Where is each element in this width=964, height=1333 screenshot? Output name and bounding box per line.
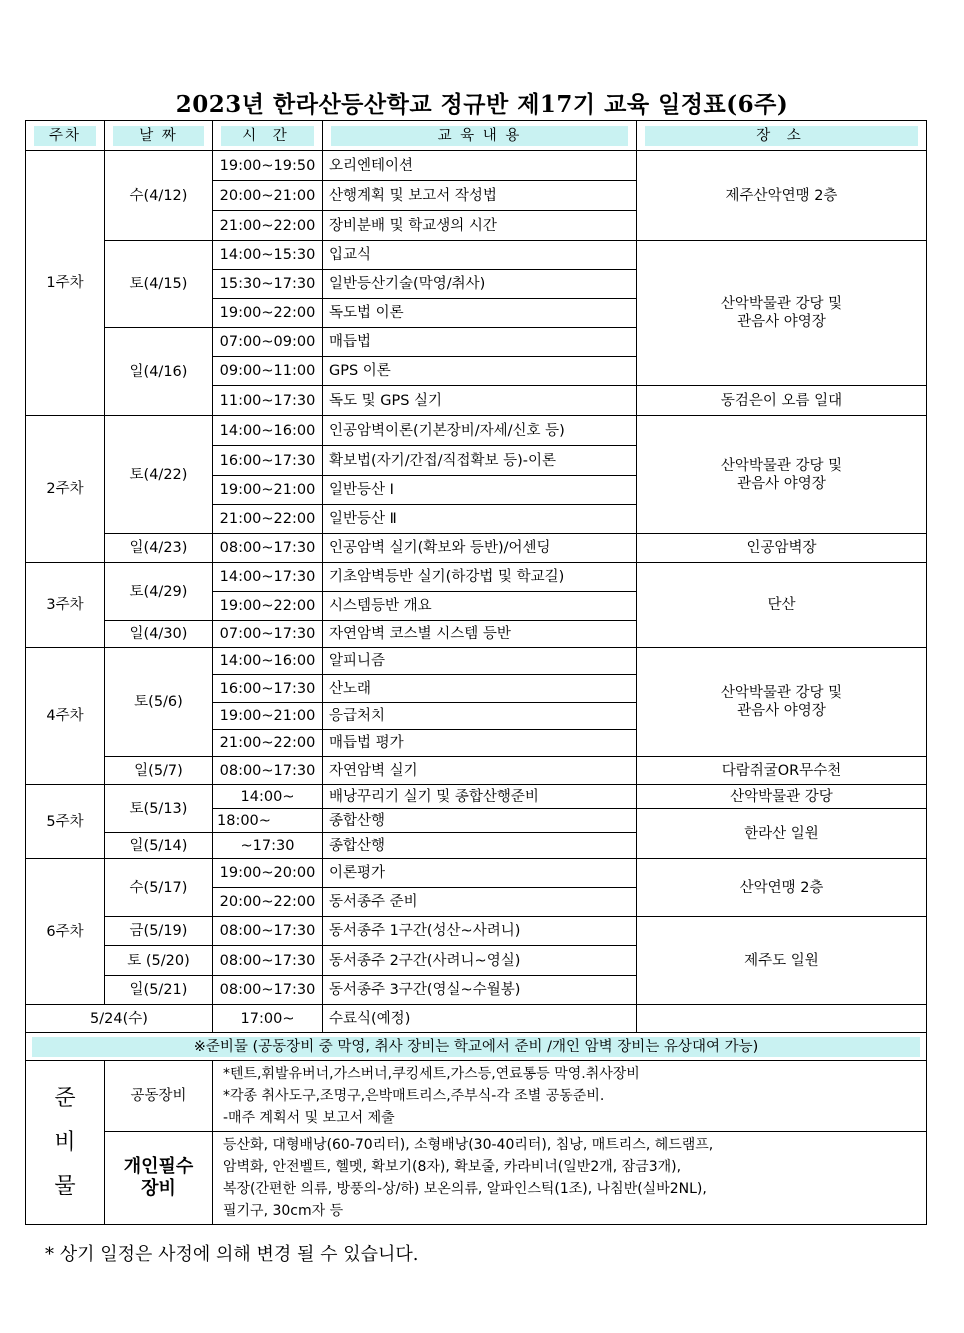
time-cell: 08:00~17:30	[213, 534, 323, 563]
place-cell: 산악박물관 강당 및 관음사 야영장	[637, 648, 927, 757]
content-cell: GPS 이론	[323, 357, 637, 386]
time-cell: 14:00~	[213, 785, 323, 809]
content-cell: 독도 및 GPS 실기	[323, 386, 637, 416]
date-cell: 토(4/22)	[105, 416, 213, 534]
place-cell: 한라산 일원	[637, 809, 927, 859]
place-cell: 산악박물관 강당 및 관음사 야영장	[637, 241, 927, 386]
time-cell: ~17:30	[213, 833, 323, 859]
content-cell: 동서종주 1구간(성산~사려니)	[323, 917, 637, 946]
content-cell: 산노래	[323, 675, 637, 703]
date-cell: 토(5/6)	[105, 648, 213, 757]
header-week: 주차	[26, 121, 105, 151]
content-cell: 산행계획 및 보고서 작성법	[323, 181, 637, 211]
table-row	[26, 859, 927, 888]
content-cell: 배낭꾸리기 실기 및 종합산행준비	[323, 785, 637, 809]
content-cell: 응급처치	[323, 703, 637, 730]
personal-supplies-list: 등산화, 대형배낭(60-70리터), 소형배낭(30-40리터), 침낭, 매트리스, 헤드램프, 암벽화, 안전벨트, 헬멧, 확보기(8자), 확보줄, 카라비너(일반2개, 잠금3개), 복장(간편한 의류, 방풍의-상/하) 보온의류, 알파인스틱(1조), 나침반(실바2NL), 필기구, 30cm자 등	[213, 1132, 927, 1225]
date-cell: 일(5/7)	[105, 757, 213, 785]
week-cell: 6주차	[26, 859, 105, 1005]
time-cell: 16:00~17:30	[213, 675, 323, 703]
content-cell: 동서종주 3구간(영실~수월봉)	[323, 976, 637, 1005]
place-cell: 산악연맹 2층	[637, 859, 927, 917]
footer-notice: * 상기 일정은 사정에 의해 변경 될 수 있습니다.	[45, 1244, 419, 1265]
time-cell: 14:00~16:00	[213, 648, 323, 675]
personal-supplies-row	[26, 1132, 927, 1225]
date-cell: 수(4/12)	[105, 151, 213, 241]
content-cell: 입교식	[323, 241, 637, 270]
date-cell: 5/24(수)	[26, 1005, 213, 1033]
time-cell: 19:00~22:00	[213, 299, 323, 328]
time-cell: 16:00~17:30	[213, 446, 323, 476]
date-cell: 일(4/16)	[105, 328, 213, 416]
time-cell: 18:00~	[213, 809, 323, 833]
week-cell: 5주차	[26, 785, 105, 859]
content-cell: 매듭법 평가	[323, 730, 637, 757]
personal-supplies-label: 개인필수 장비	[105, 1132, 213, 1225]
page-title: 2023년 한라산등산학교 정규반 제17기 교육 일정표(6주)	[175, 91, 789, 118]
date-cell: 토 (5/20)	[105, 946, 213, 976]
content-cell: 확보법(자기/간접/직접확보 등)-이론	[323, 446, 637, 476]
time-cell: 09:00~11:00	[213, 357, 323, 386]
date-cell: 토(4/15)	[105, 241, 213, 328]
place-cell: 산악박물관 강당 및 관음사 야영장	[637, 416, 927, 534]
time-cell: 21:00~22:00	[213, 211, 323, 241]
header-place: 장 소	[637, 121, 927, 151]
place-cell: 다람쥐굴OR무수천	[637, 757, 927, 785]
week-cell: 4주차	[26, 648, 105, 785]
supplies-note-row	[26, 1033, 927, 1061]
time-cell: 08:00~17:30	[213, 946, 323, 976]
time-cell: 11:00~17:30	[213, 386, 323, 416]
time-cell: 07:00~09:00	[213, 328, 323, 357]
time-cell: 08:00~17:30	[213, 917, 323, 946]
content-cell: 동서종주 2구간(사려니~영실)	[323, 946, 637, 976]
place-cell: 산악박물관 강당	[637, 785, 927, 809]
content-cell: 오리엔테이션	[323, 151, 637, 181]
content-cell: 일반등산 Ⅰ	[323, 476, 637, 505]
place-cell	[637, 1005, 927, 1033]
week-cell: 3주차	[26, 563, 105, 648]
content-cell: 일반등산 Ⅱ	[323, 505, 637, 534]
date-cell: 일(5/21)	[105, 976, 213, 1005]
common-supplies-label: 공동장비	[105, 1061, 213, 1132]
content-cell: 동서종주 준비	[323, 888, 637, 917]
time-cell: 08:00~17:30	[213, 757, 323, 785]
date-cell: 토(5/13)	[105, 785, 213, 833]
time-cell: 08:00~17:30	[213, 976, 323, 1005]
table-row	[26, 534, 927, 563]
table-row	[26, 416, 927, 446]
time-cell: 14:00~15:30	[213, 241, 323, 270]
supplies-label: 준 비 물	[26, 1061, 105, 1225]
table-row	[26, 648, 927, 675]
common-supplies-row	[26, 1061, 927, 1132]
time-cell: 21:00~22:00	[213, 505, 323, 534]
header-date: 날 짜	[105, 121, 213, 151]
content-cell: 인공암벽 실기(확보와 등반)/어센딩	[323, 534, 637, 563]
content-cell: 알피니즘	[323, 648, 637, 675]
content-cell: 장비분배 및 학교생의 시간	[323, 211, 637, 241]
table-header	[26, 121, 927, 151]
time-cell: 21:00~22:00	[213, 730, 323, 757]
date-cell: 일(4/23)	[105, 534, 213, 563]
date-cell: 금(5/19)	[105, 917, 213, 946]
place-cell: 동검은이 오름 일대	[637, 386, 927, 416]
week-cell: 1주차	[26, 151, 105, 416]
time-cell: 14:00~17:30	[213, 563, 323, 592]
supplies-note: ※준비물 (공동장비 중 막영, 취사 장비는 학교에서 준비 /개인 암벽 장비는 유상대여 가능)	[26, 1033, 927, 1061]
week-cell: 2주차	[26, 416, 105, 563]
time-cell: 20:00~22:00	[213, 888, 323, 917]
content-cell: 자연암벽 실기	[323, 757, 637, 785]
time-cell: 19:00~21:00	[213, 476, 323, 505]
table-row	[26, 1005, 927, 1033]
time-cell: 17:00~	[213, 1005, 323, 1033]
time-cell: 19:00~22:00	[213, 592, 323, 621]
table-row	[26, 917, 927, 946]
time-cell: 19:00~20:00	[213, 859, 323, 888]
schedule-table	[25, 120, 927, 1225]
content-cell: 이론평가	[323, 859, 637, 888]
content-cell: 일반등산기술(막영/취사)	[323, 270, 637, 299]
date-cell: 일(4/30)	[105, 621, 213, 648]
place-cell: 제주산악연맹 2층	[637, 151, 927, 241]
table-row	[26, 785, 927, 809]
table-row	[26, 563, 927, 592]
header-content: 교 육 내 용	[323, 121, 637, 151]
content-cell: 매듭법	[323, 328, 637, 357]
time-cell: 20:00~21:00	[213, 181, 323, 211]
content-cell: 자연암벽 코스별 시스템 등반	[323, 621, 637, 648]
content-cell: 독도법 이론	[323, 299, 637, 328]
table-row	[26, 241, 927, 270]
time-cell: 14:00~16:00	[213, 416, 323, 446]
date-cell: 일(5/14)	[105, 833, 213, 859]
date-cell: 수(5/17)	[105, 859, 213, 917]
place-cell: 인공암벽장	[637, 534, 927, 563]
place-cell: 제주도 일원	[637, 917, 927, 1005]
content-cell: 종합산행	[323, 833, 637, 859]
common-supplies-list: *텐트,휘발유버너,가스버너,쿠킹세트,가스등,연료통등 막영.취사장비 *각종 취사도구,조명구,은박매트리스,주부식-각 조별 공동준비. -매주 계획서 및 보고서 제출	[213, 1061, 927, 1132]
header-time: 시 간	[213, 121, 323, 151]
table-row	[26, 151, 927, 181]
place-cell: 단산	[637, 563, 927, 648]
content-cell: 시스템등반 개요	[323, 592, 637, 621]
table-row	[26, 757, 927, 785]
date-cell: 토(4/29)	[105, 563, 213, 621]
content-cell: 기초암벽등반 실기(하강법 및 학교길)	[323, 563, 637, 592]
time-cell: 07:00~17:30	[213, 621, 323, 648]
time-cell: 15:30~17:30	[213, 270, 323, 299]
content-cell: 종합산행	[323, 809, 637, 833]
content-cell: 인공암벽이론(기본장비/자세/신호 등)	[323, 416, 637, 446]
time-cell: 19:00~19:50	[213, 151, 323, 181]
time-cell: 19:00~21:00	[213, 703, 323, 730]
content-cell: 수료식(예정)	[323, 1005, 637, 1033]
